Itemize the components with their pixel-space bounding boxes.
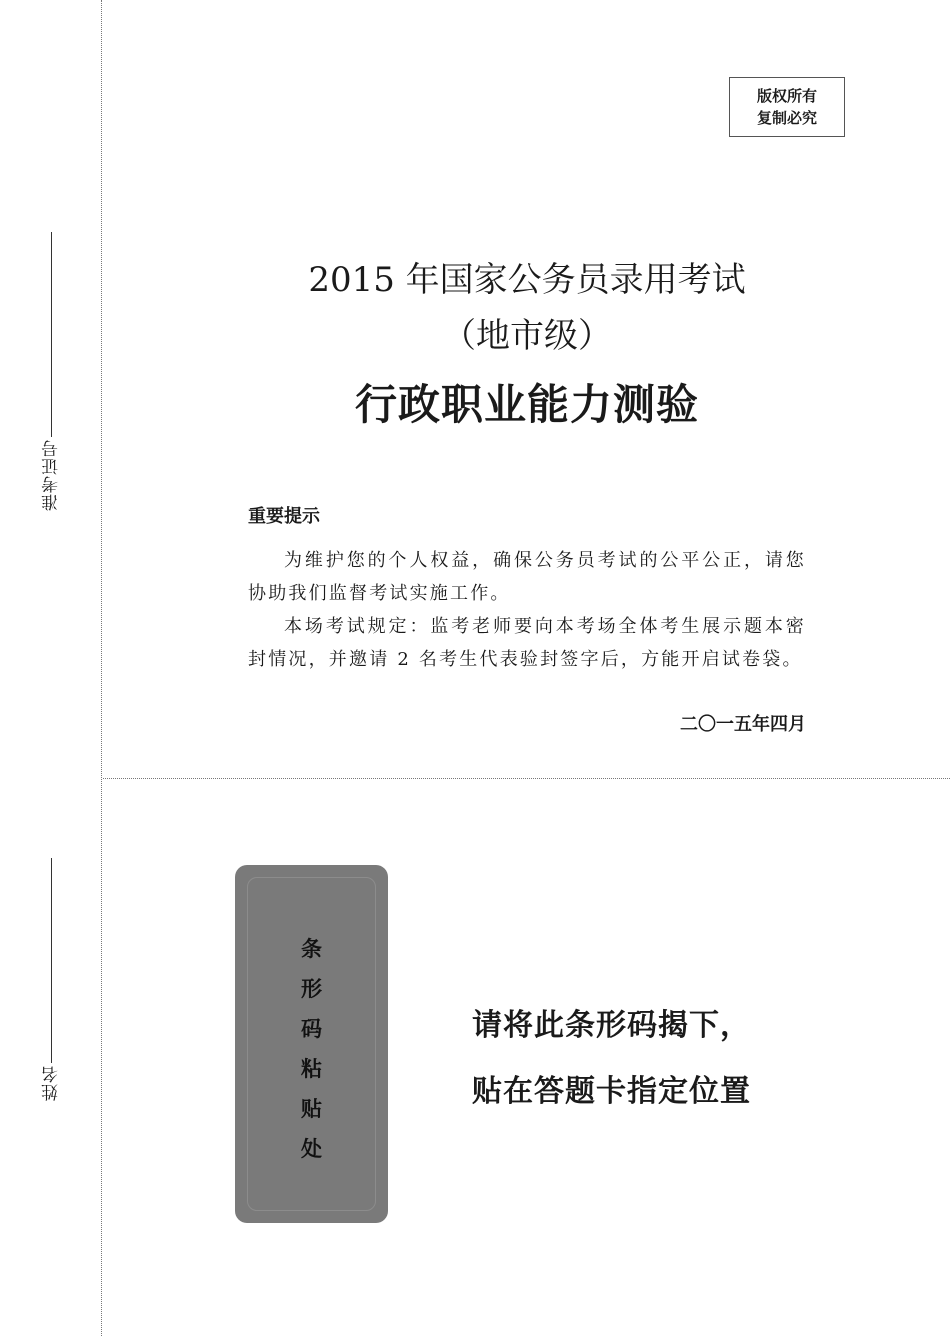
exam-subject: 行政职业能力测验 xyxy=(354,380,699,429)
barcode-instruction-1: 请将此条形码揭下， xyxy=(472,1008,751,1043)
exam-id-label: 准考证号 xyxy=(41,439,62,511)
exam-id-blank xyxy=(51,232,52,437)
notice-body xyxy=(248,544,806,676)
barcode-char: 处 xyxy=(301,1137,322,1161)
tear-line xyxy=(103,778,950,779)
copyright-line-2: 复制必究 xyxy=(756,109,817,127)
notice-paragraph-2: 本场考试规定：监考老师要向本考场全体考生展示题本密封情况，并邀请 2 名考生代表验封签字后，方能开启试卷袋。 xyxy=(248,616,806,670)
copyright-box xyxy=(729,77,845,137)
binding-margin-line xyxy=(101,0,102,1336)
barcode-area xyxy=(235,865,388,1223)
exam-title: 2015 年国家公务员录用考试 xyxy=(308,260,746,300)
barcode-char: 条 xyxy=(301,937,322,961)
name-blank xyxy=(51,858,52,1063)
barcode-instruction-2: 贴在答题卡指定位置 xyxy=(472,1074,751,1109)
barcode-char: 贴 xyxy=(301,1097,322,1121)
notice-paragraph-1: 为维护您的个人权益，确保公务员考试的公平公正，请您协助我们监督考试实施工作。 xyxy=(248,550,806,604)
barcode-label xyxy=(235,929,388,1169)
name-field xyxy=(39,858,63,1101)
barcode-char: 粘 xyxy=(301,1057,322,1081)
notice-heading: 重要提示 xyxy=(248,506,320,527)
notice-date: 二〇一五年四月 xyxy=(680,714,806,735)
exam-id-field xyxy=(39,232,63,511)
exam-level: （地市级） xyxy=(442,316,612,356)
name-label: 姓名 xyxy=(41,1065,62,1101)
barcode-char: 码 xyxy=(301,1017,322,1041)
barcode-char: 形 xyxy=(301,977,322,1001)
copyright-line-1: 版权所有 xyxy=(756,87,817,105)
